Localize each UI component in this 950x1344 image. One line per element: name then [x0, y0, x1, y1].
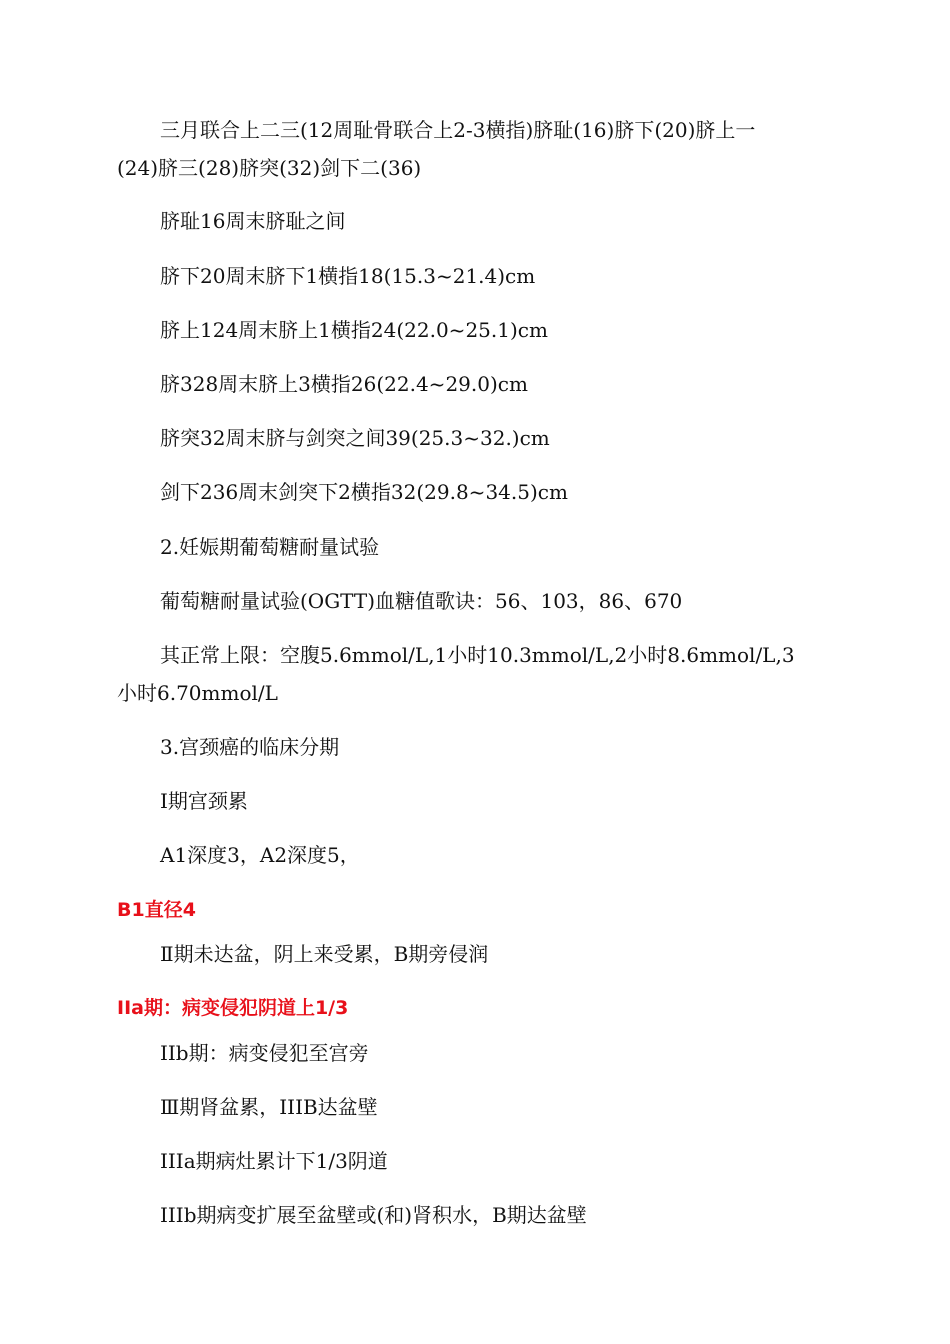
fundal-height-mnemonic-line-1: 三月联合上二三(12周耻骨联合上2-3横指)脐耻(16)脐下(20)脐上一: [160, 118, 756, 142]
ogtt-upper-limits-line-1: 其正常上限：空腹5.6mmol/L,1小时10.3mmol/L,2小时8.6mmol/L,3: [160, 643, 795, 667]
stage-i: I期宫颈累: [160, 789, 248, 813]
stage-ia-depth: A1深度3，A2深度5，: [160, 843, 360, 867]
stage-iii: Ⅲ期肾盆累，IIIB达盆壁: [160, 1095, 378, 1119]
stage-iiia: IIIa期病灶累计下1/3阴道: [160, 1149, 388, 1173]
stage-iiib: IIIb期病变扩展至盆壁或(和)肾积水，B期达盆壁: [160, 1203, 587, 1227]
section-heading-cervical-cancer-staging: 3.宫颈癌的临床分期: [160, 735, 340, 759]
fundal-36-weeks: 剑下236周末剑突下2横指32(29.8~34.5)cm: [160, 480, 568, 504]
fundal-28-weeks: 脐328周末脐上3横指26(22.4~29.0)cm: [160, 372, 528, 396]
stage-ib1-diameter-highlight: B1直径4: [117, 899, 196, 921]
fundal-16-weeks: 脐耻16周末脐耻之间: [160, 209, 346, 233]
fundal-32-weeks: 脐突32周末脐与剑突之间39(25.3~32.)cm: [160, 426, 550, 450]
fundal-height-mnemonic-line-2: (24)脐三(28)脐突(32)剑下二(36): [117, 156, 422, 180]
stage-ii: Ⅱ期未达盆，阴上来受累，B期旁侵润: [160, 942, 489, 966]
stage-iia-highlight: IIa期：病变侵犯阴道上1/3: [117, 997, 349, 1019]
ogtt-mnemonic: 葡萄糖耐量试验(OGTT)血糖值歌诀：56、103，86、670: [160, 589, 683, 613]
fundal-24-weeks: 脐上124周末脐上1横指24(22.0~25.1)cm: [160, 318, 548, 342]
ogtt-upper-limits-line-2: 小时6.70mmol/L: [117, 681, 278, 705]
stage-iib: IIb期：病变侵犯至宫旁: [160, 1041, 369, 1065]
section-heading-ogtt: 2.妊娠期葡萄糖耐量试验: [160, 535, 380, 559]
fundal-20-weeks: 脐下20周末脐下1横指18(15.3~21.4)cm: [160, 264, 536, 288]
